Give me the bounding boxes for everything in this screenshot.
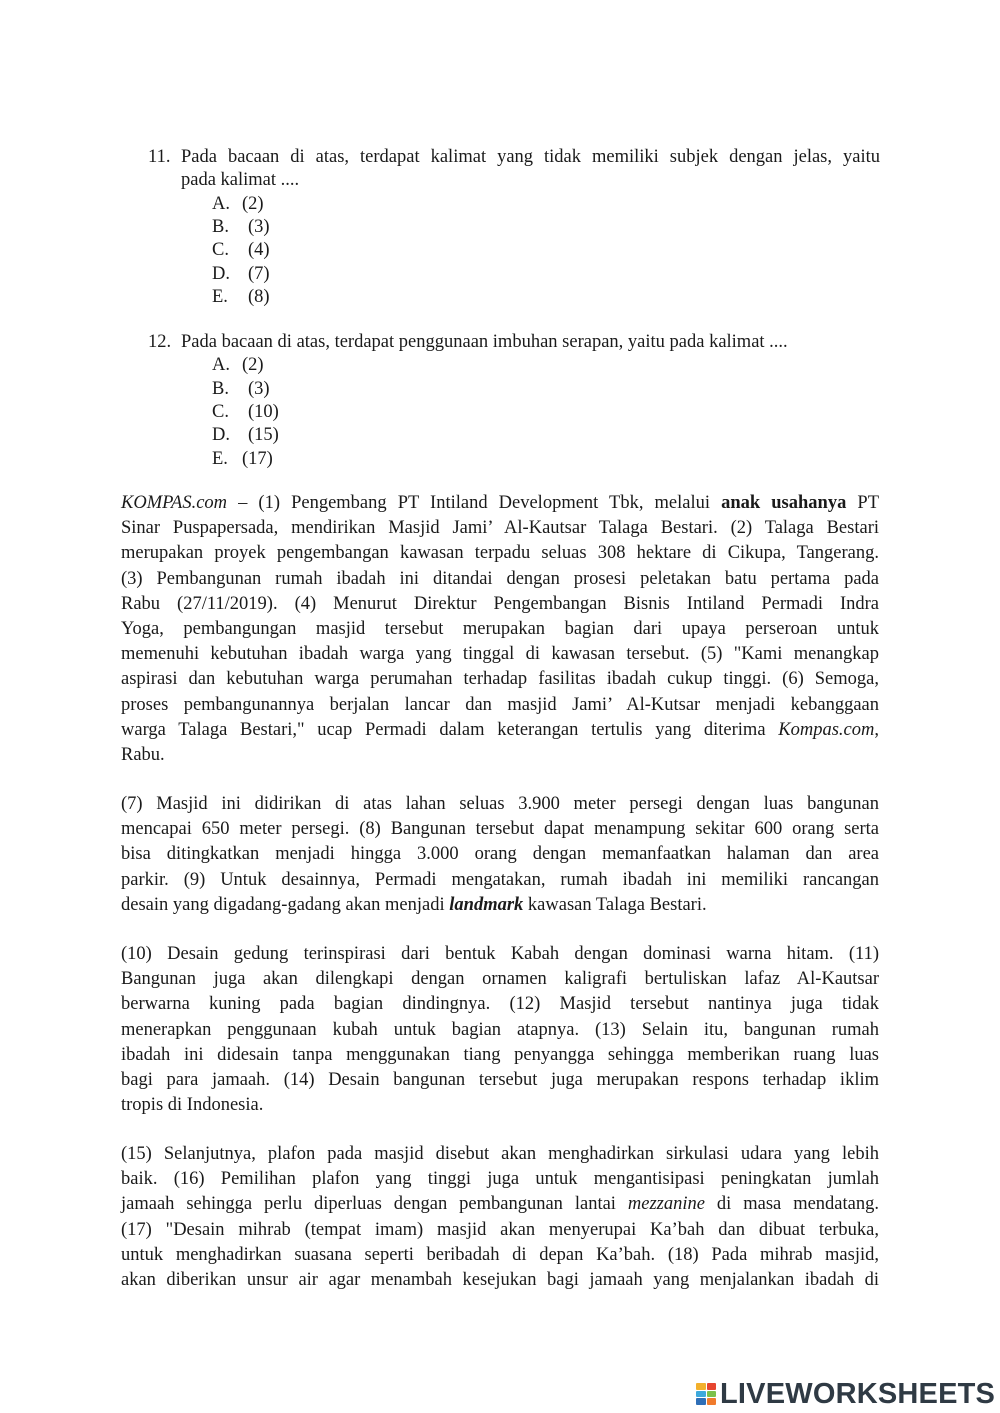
text-line: parkir. (9) Untuk desainnya, Permadi mengatakan, rumah ibadah ini memiliki rancangan [121, 869, 879, 890]
bold-italic-term: landmark [449, 894, 524, 915]
text-line: baik. (16) Pemilihan plafon yang tinggi juga untuk mengantisipasi peningkatan jumlah [121, 1169, 879, 1190]
text-line: (15) Selanjutnya, plafon pada masjid disebut akan menghadirkan sirkulasi udara yang lebih [121, 1144, 879, 1164]
text-line: (10) Desain gedung terinspirasi dari bentuk Kabah dengan dominasi warna hitam. (11) [121, 944, 879, 964]
text-line: bagi para jamaah. (14) Desain bangunan tersebut juga merupakan respons terhadap iklim [121, 1070, 879, 1091]
option-e[interactable]: E. (8) [212, 287, 270, 307]
text-line: menerapkan penggunaan kubah untuk bagian atapnya. (13) Selain itu, bangunan rumah [121, 1019, 879, 1040]
text-line: Rabu (27/11/2019). (4) Menurut Direktur Pengembangan Bisnis Intiland Permadi Indra [121, 593, 879, 614]
question-12 [148, 331, 880, 471]
text-line: Rabu. [121, 745, 165, 766]
text-line: berwarna kuning pada bagian dindingnya. (12) Masjid tersebut nantinya juga tidak [121, 994, 879, 1015]
option-b[interactable]: B. (3) [212, 217, 270, 238]
text-line: (17) "Desain mihrab (tempat imam) masjid akan menyerupai Ka’bah dan dibuat terbuka, [121, 1219, 879, 1240]
option-a[interactable]: A. (2) [212, 355, 264, 376]
option-d[interactable]: D. (7) [212, 263, 270, 284]
text-line: mencapai 650 meter persegi. (8) Bangunan tersebut dapat menampung sekitar 600 orang serta [121, 819, 879, 840]
question-number: 11. [148, 147, 171, 167]
article-paragraph-3 [121, 942, 879, 1118]
italic-term: mezzanine [627, 1194, 705, 1215]
option-a[interactable]: A. (2) [212, 193, 264, 214]
text-line: merupakan proyek pengembangan kawasan terpadu seluas 308 hektare di Cikupa, Tangerang. [121, 543, 879, 564]
text-line: Sinar Puspapersada, mendirikan Masjid Jami’ Al-Kautsar Talaga Bestari. (2) Talaga Bestari [121, 518, 879, 539]
answer-options [212, 193, 880, 309]
liveworksheets-logo-icon [696, 1383, 716, 1405]
text-line: untuk menghadirkan suasana seperti beribadah di depan Ka’bah. (18) Pada mihrab masjid, [121, 1244, 879, 1265]
text-line: (3) Pembangunan rumah ibadah ini ditandai dengan prosesi peletakan batu pertama pada [121, 568, 879, 589]
text-line: aspirasi dan kebutuhan warga perumahan terhadap fasilitas ibadah cukup tinggi. (6) Semoga, [121, 669, 879, 690]
text-line: proses pembangunannya berjalan lancar dan masjid Jami’ Al-Kutsar menjadi kebanggaan [121, 694, 879, 715]
text-line: warga Talaga Bestari," ucap Permadi dalam keterangan tertulis yang diterima Kompas.com, [121, 719, 879, 740]
question-number: 12. [148, 332, 172, 352]
italic-term: Kompas.com [778, 719, 875, 740]
watermark-text: LIVEWORKSHEETS [720, 1377, 996, 1410]
option-b[interactable]: B. (3) [212, 378, 270, 399]
question-text: Pada bacaan di atas, terdapat penggunaan imbuhan serapan, yaitu pada kalimat .... [181, 332, 788, 352]
text-line: ibadah ini didesain tanpa menggunakan tiang penyangga sehingga memberikan ruang luas [121, 1044, 879, 1065]
option-c[interactable]: C. (4) [212, 240, 270, 261]
text-line: bisa ditingkatkan menjadi hingga 3.000 orang dengan memanfaatkan halaman dan area [121, 844, 879, 865]
text-line: memenuhi kebutuhan ibadah warga yang tinggal di kawasan tersebut. (5) "Kami menangkap [121, 644, 879, 665]
bold-term: anak usahanya [721, 493, 847, 513]
text-line: jamaah sehingga perlu diperluas dengan pembangunan lantai mezzanine di masa mendatang. [121, 1194, 879, 1215]
text-line: desain yang digadang-gadang akan menjadi landmark kawasan Talaga Bestari. [121, 894, 707, 915]
source-name: KOMPAS.com [121, 493, 228, 513]
liveworksheets-watermark [696, 1379, 995, 1409]
text-line: (7) Masjid ini didirikan di atas lahan seluas 3.900 meter persegi dengan luas bangunan [121, 794, 879, 814]
article-paragraph-2 [121, 792, 879, 918]
question-text: Pada bacaan di atas, terdapat kalimat yang tidak memiliki subjek dengan jelas, yaitu [181, 147, 880, 167]
question-text-continued: pada kalimat .... [181, 170, 300, 191]
text-line: KOMPAS.com – (1) Pengembang PT Intiland Development Tbk, melalui anak usahanya PT [121, 493, 879, 513]
text-line: tropis di Indonesia. [121, 1095, 264, 1116]
option-d[interactable]: D. (15) [212, 425, 279, 446]
question-11 [148, 146, 880, 309]
option-e[interactable]: E. (17) [212, 448, 273, 469]
article-paragraph-1 [121, 491, 879, 768]
answer-options [212, 354, 880, 470]
option-c[interactable]: C. (10) [212, 402, 279, 422]
text-line: Bangunan juga akan dilengkapi dengan ornamen kaligrafi bertuliskan lafaz Al-Kautsar [121, 969, 879, 990]
article-paragraph-4 [121, 1142, 879, 1293]
text-line: akan diberikan unsur air agar menambah kesejukan bagi jamaah yang menjalankan ibadah di [121, 1270, 879, 1291]
text-line: Yoga, pembangungan masjid tersebut merupakan bagian dari upaya perseroan untuk [121, 619, 879, 640]
